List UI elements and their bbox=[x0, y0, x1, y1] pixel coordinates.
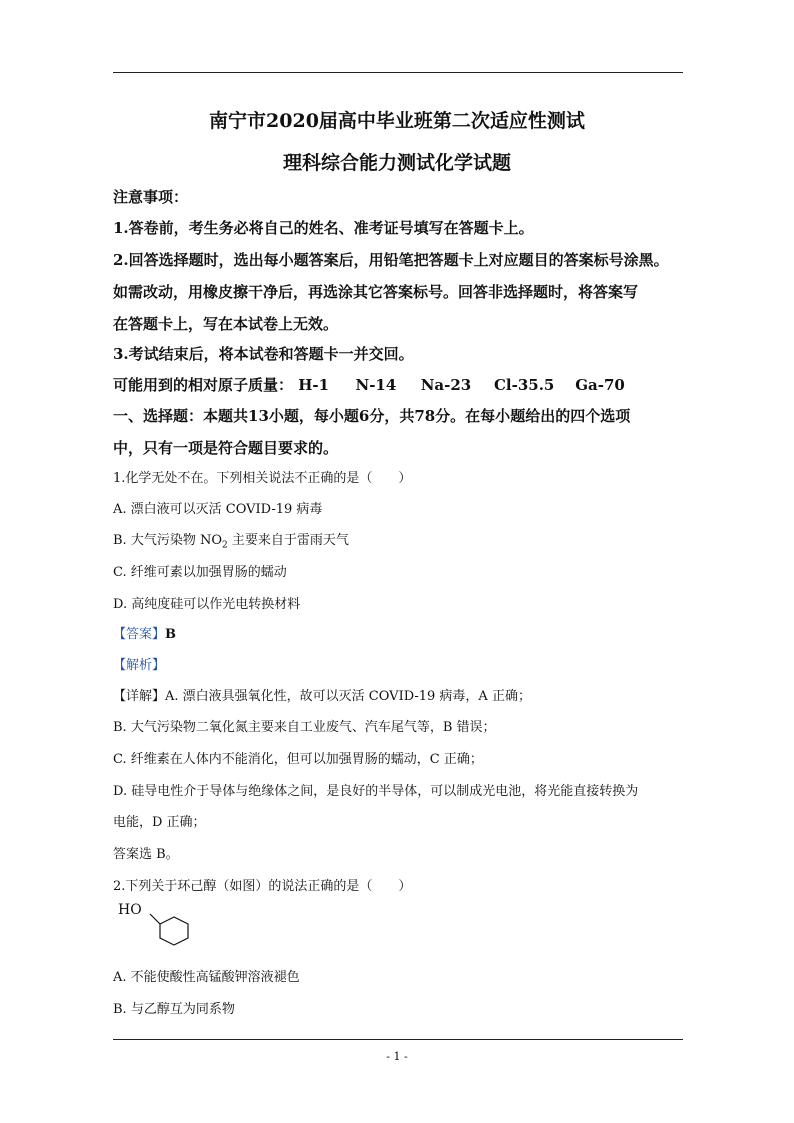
detail-text: A. 漂白液具强氧化性，故可以灭活 COVID-19 病毒，A 正确； bbox=[165, 689, 531, 704]
q1-option-b-post: 主要来自于雷雨天气 bbox=[227, 533, 349, 548]
notice-item-2: 2.回答选择题时，选出每小题答案后，用铅笔把答题卡上对应题目的答案标号涂黑。 bbox=[113, 251, 669, 269]
q1-explanation-c: C. 纤维素在人体内不能消化，但可以加强胃肠的蠕动，C 正确； bbox=[113, 752, 483, 767]
notice-item-2-cont: 如需改动，用橡皮擦干净后，再选涂其它答案标号。回答非选择题时，将答案写 bbox=[113, 283, 639, 301]
detail-label: 【详解】 bbox=[113, 689, 166, 704]
q1-detail bbox=[113, 685, 531, 704]
hydroxyl-label: HO bbox=[118, 902, 142, 918]
q1-explanation-b: B. 大气污染物二氧化氮主要来自工业废气、汽车尾气等，B 错误； bbox=[113, 720, 496, 735]
exam-subtitle: 理科综合能力测试化学试题 bbox=[282, 152, 511, 174]
q1-stem: 1.化学无处不在。下列相关说法不正确的是（ ） bbox=[113, 471, 412, 486]
notice-heading: 注意事项： bbox=[113, 188, 189, 206]
atomic-masses bbox=[113, 374, 625, 395]
answer-value: B bbox=[165, 627, 177, 642]
q1-option-b bbox=[113, 529, 349, 551]
top-rule bbox=[113, 72, 683, 73]
q2-option-b: B. 与乙醇互为同系物 bbox=[113, 1002, 235, 1017]
atomic-mass-n: N-14 bbox=[355, 376, 397, 394]
atomic-mass-ga: Ga-70 bbox=[575, 376, 625, 394]
q1-option-c: C. 纤维可素以加强胃肠的蠕动 bbox=[113, 565, 287, 580]
bottom-rule bbox=[113, 1039, 683, 1040]
section-heading: 一、选择题：本题共13小题，每小题6分，共78分。在每小题给出的四个选项 bbox=[113, 407, 631, 425]
q2-stem: 2.下列关于环己醇（如图）的说法正确的是（ ） bbox=[113, 879, 412, 894]
atomic-mass-na: Na-23 bbox=[420, 376, 472, 394]
section-heading-cont: 中，只有一项是符合题目要求的。 bbox=[113, 439, 339, 457]
notice-item-3: 3.考试结束后，将本试卷和答题卡一并交回。 bbox=[113, 345, 414, 363]
answer-label: 【答案】 bbox=[113, 627, 166, 642]
atomic-mass-h: H-1 bbox=[298, 376, 330, 394]
exam-title: 南宁市2020届高中毕业班第二次适应性测试 bbox=[209, 110, 585, 132]
analysis-label: 【解析】 bbox=[113, 658, 166, 673]
q1-explanation-d-cont: 电能，D 正确； bbox=[113, 815, 206, 830]
q2-option-a: A. 不能使酸性高锰酸钾溶液褪色 bbox=[113, 970, 300, 985]
q1-option-a: A. 漂白液可以灭活 COVID-19 病毒 bbox=[113, 502, 323, 517]
atomic-masses-label: 可能用到的相对原子质量： bbox=[113, 376, 294, 394]
q1-answer bbox=[113, 623, 176, 642]
atomic-mass-cl: Cl-35.5 bbox=[493, 376, 555, 394]
q1-explanation-d: D. 硅导电性介于导体与绝缘体之间，是良好的半导体，可以制成光电池，将光能直接转换为 bbox=[113, 784, 639, 799]
q1-option-d: D. 高纯度硅可以作光电转换材料 bbox=[113, 597, 301, 612]
q1-conclusion: 答案选 B。 bbox=[113, 847, 179, 862]
notice-item-1: 1.答卷前，考生务必将自己的姓名、准考证号填写在答题卡上。 bbox=[113, 219, 534, 237]
notice-item-2-cont2: 在答题卡上，写在本试卷上无效。 bbox=[113, 315, 339, 333]
q1-option-b-sub: 2 bbox=[221, 540, 228, 551]
cyclohexane-ring-icon bbox=[118, 900, 198, 960]
q1-option-b-pre: B. 大气污染物 NO bbox=[113, 533, 222, 548]
page-number: - 1 - bbox=[386, 1050, 408, 1063]
cyclohexanol-structure bbox=[118, 900, 198, 960]
